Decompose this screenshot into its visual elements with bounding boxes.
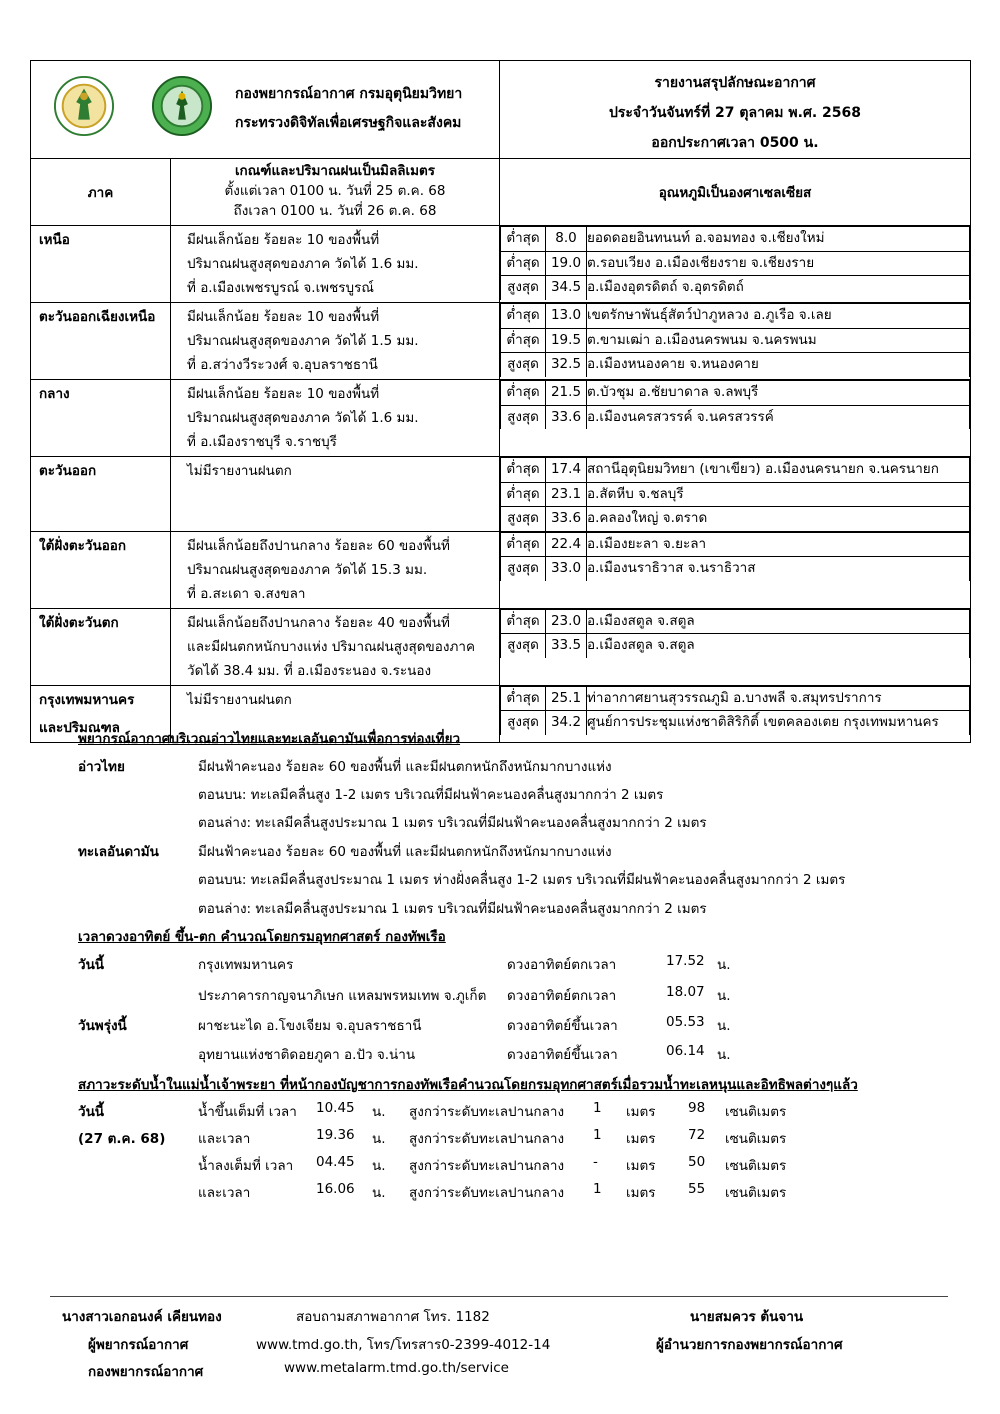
temp-place: อ.เมืองอุตรดิตถ์ จ.อุตรดิตถ์ (587, 276, 970, 300)
rain-line: มีฝนเล็กน้อย ร้อยละ 10 ของพื้นที่ (187, 232, 380, 248)
temp-place: ยอดดอยอินทนนท์ อ.จอมทอง จ.เชียงใหม่ (587, 227, 970, 252)
temp-place: อ.เมืองนราธิวาส จ.นราธิวาส (587, 557, 970, 581)
temp-kind: สูงสุด (501, 634, 546, 658)
ministry-logo-icon (53, 75, 115, 137)
gulf-line-1: มีฝนฟ้าคะนอง ร้อยละ 60 ของพื้นที่ และมีฝนตกหนักถึงหนักมากบางแห่ง (198, 759, 612, 775)
rain-line: ปริมาณฝนสูงสุดของภาค วัดได้ 1.6 มม. (187, 256, 419, 272)
rain-line: มีฝนเล็กน้อย ร้อยละ 10 ของพื้นที่ (187, 309, 380, 325)
sea-title: พยากรณ์อากาศบริเวณอ่าวไทยและทะเลอันดามันเพื่อการท่องเที่ยว (78, 731, 461, 747)
tide-cm: 50 (688, 1154, 706, 1170)
rain-head-from: ตั้งแต่เวลา 0100 น. วันที่ 25 ต.ค. 68 (224, 183, 446, 199)
rain-line: ไม่มีรายงานฝนตก (187, 463, 292, 479)
contact-phone: สอบถามสภาพอากาศ โทร. 1182 (296, 1309, 490, 1325)
tide-meters: 1 (593, 1100, 602, 1116)
region-row (31, 303, 971, 380)
sun-event: ดวงอาทิตย์ตกเวลา (507, 957, 617, 973)
rain-line: ที่ อ.เมืองราชบุรี จ.ราชบุรี (187, 434, 337, 450)
region-name: ตะวันออก (39, 463, 97, 479)
temp-place: ต.ขามเฒ่า อ.เมืองนครพนม จ.นครพนม (587, 328, 970, 353)
temp-value: 34.5 (546, 276, 587, 300)
tide-time: 04.45 (316, 1154, 355, 1170)
rain-line: มีฝนเล็กน้อย ร้อยละ 10 ของพื้นที่ (187, 386, 380, 402)
region-temp-cell (500, 531, 971, 608)
temp-place: ต.รอบเวียง อ.เมืองเชียงราย จ.เชียงราย (587, 251, 970, 276)
tide-time-unit: น. (372, 1131, 386, 1147)
temp-place: สถานีอุตุนิยมวิทยา (เขาเขียว) อ.เมืองนครนายก จ.นครนายก (587, 458, 970, 483)
temp-value: 19.0 (546, 251, 587, 276)
temp-place: อ.เมืองสตูล จ.สตูล (587, 634, 970, 658)
report-time: ออกประกาศเวลา 0500 น. (651, 135, 819, 151)
temp-row (501, 532, 970, 557)
tide-cm: 72 (688, 1127, 706, 1143)
region-temp-cell (500, 303, 971, 380)
temp-row (501, 557, 970, 581)
temp-value: 21.5 (546, 381, 587, 406)
report-header (500, 61, 971, 159)
director-name: นายสมควร ต้นจาน (690, 1309, 804, 1325)
temp-place: อ.เมืองสตูล จ.สตูล (587, 609, 970, 634)
region-rain-cell (171, 380, 500, 457)
gulf-label: อ่าวไทย (78, 759, 125, 775)
temp-row (501, 458, 970, 483)
sun-event: ดวงอาทิตย์ตกเวลา (507, 988, 617, 1004)
temp-value: 33.6 (546, 507, 587, 531)
tide-time-unit: น. (372, 1185, 386, 1201)
tide-meters-unit: เมตร (626, 1131, 656, 1147)
tide-cm-unit: เซนติเมตร (725, 1185, 787, 1201)
temp-subtable (500, 303, 970, 377)
temp-place: ท่าอากาศยานสุวรรณภูมิ อ.บางพลี จ.สมุทรปราการ (587, 686, 970, 711)
temp-kind: ต่ำสุด (501, 251, 546, 276)
sun-place: กรุงเทพมหานคร (198, 957, 294, 973)
region-rain-cell (171, 531, 500, 608)
region-temp-cell (500, 685, 971, 742)
tide-time: 10.45 (316, 1100, 355, 1116)
temp-subtable (500, 457, 970, 531)
temp-kind: ต่ำสุด (501, 381, 546, 406)
andaman-line-2: ตอนบน: ทะเลมีคลื่นสูงประมาณ 1 เมตร ห่างฝั่งคลื่นสูง 1-2 เมตร บริเวณที่มีฝนฟ้าคะนองคลื่นสูงมากกว่า 2 เมตร (198, 872, 846, 888)
rain-line: ปริมาณฝนสูงสุดของภาค วัดได้ 1.5 มม. (187, 333, 419, 349)
temp-row (501, 381, 970, 406)
temp-kind: ต่ำสุด (501, 458, 546, 483)
temp-row (501, 686, 970, 711)
temp-kind: สูงสุด (501, 276, 546, 300)
rain-line: ปริมาณฝนสูงสุดของภาค วัดได้ 15.3 มม. (187, 561, 428, 578)
sun-today-label: วันนี้ (78, 957, 105, 973)
tide-meters-unit: เมตร (626, 1104, 656, 1120)
temp-kind: ต่ำสุด (501, 482, 546, 507)
tide-desc: สูงกว่าระดับทะเลปานกลาง (409, 1158, 565, 1174)
temp-row (501, 276, 970, 300)
temp-place: เขตรักษาพันธุ์สัตว์ป่าภูหลวง อ.ภูเรือ จ.เลย (587, 304, 970, 329)
temp-place: อ.สัตหีบ จ.ชลบุรี (587, 482, 970, 507)
report-date: ประจำวันจันทร์ที่ 27 ตุลาคม พ.ศ. 2568 (609, 105, 861, 121)
tide-time-unit: น. (372, 1158, 386, 1174)
org-line2: กระทรวงดิจิทัลเพื่อเศรษฐกิจและสังคม (235, 115, 462, 131)
temp-value: 32.5 (546, 353, 587, 377)
forecaster-name: นางสาวเอกอนงค์ เคียนทอง (62, 1309, 222, 1325)
tide-meters-unit: เมตร (626, 1185, 656, 1201)
tide-time-unit: น. (372, 1104, 386, 1120)
sun-unit: น. (717, 1018, 731, 1034)
tide-time: 19.36 (316, 1127, 355, 1143)
tide-label: น้ำขึ้นเต็มที่ เวลา (198, 1104, 297, 1120)
temp-kind: สูงสุด (501, 405, 546, 429)
tmd-logo-icon (151, 75, 213, 137)
temp-row (501, 304, 970, 329)
temp-place: ต.บัวชุม อ.ชัยบาดาล จ.ลพบุรี (587, 381, 970, 406)
tide-cm-unit: เซนติเมตร (725, 1131, 787, 1147)
contact-website[interactable]: www.tmd.go.th, โทร/โทรสาร0-2399-4012-14 (256, 1337, 551, 1353)
rain-head-title: เกณฑ์และปริมาณฝนเป็นมิลลิเมตร (234, 163, 436, 179)
temp-subtable (500, 226, 970, 300)
tide-desc: สูงกว่าระดับทะเลปานกลาง (409, 1185, 565, 1201)
contact-service-link[interactable]: www.metalarm.tmd.go.th/service (284, 1360, 509, 1376)
sun-place: ผาชะนะได อ.โขงเจียม จ.อุบลราชธานี (198, 1018, 422, 1034)
temp-row (501, 711, 970, 735)
region-temp-cell (500, 380, 971, 457)
rain-line: มีฝนเล็กน้อยถึงปานกลาง ร้อยละ 40 ของพื้นที่ (187, 614, 450, 631)
sun-time: 06.14 (666, 1043, 705, 1059)
sun-time: 18.07 (666, 984, 705, 1000)
region-temp-cell (500, 457, 971, 532)
temp-value: 33.0 (546, 557, 587, 581)
rain-line: มีฝนเล็กน้อยถึงปานกลาง ร้อยละ 60 ของพื้นที่ (187, 537, 450, 554)
temp-subtable (500, 532, 970, 581)
org-header (31, 61, 500, 159)
region-row (31, 608, 971, 685)
org-line1: กองพยากรณ์อากาศ กรมอุตุนิยมวิทยา (235, 86, 463, 102)
region-rain-cell (171, 457, 500, 532)
rain-head-to: ถึงเวลา 0100 น. วันที่ 26 ต.ค. 68 (233, 203, 437, 219)
region-name: กลาง (39, 386, 70, 402)
tide-desc: สูงกว่าระดับทะเลปานกลาง (409, 1104, 565, 1120)
temp-row (501, 482, 970, 507)
sun-place: ประภาคารกาญจนาภิเษก แหลมพรหมเทพ จ.ภูเก็ต (198, 988, 487, 1004)
region-name-cell (31, 531, 171, 608)
tide-label: และเวลา (198, 1185, 251, 1201)
gulf-line-3: ตอนล่าง: ทะเลมีคลื่นสูงประมาณ 1 เมตร บริเวณที่มีฝนฟ้าคะนองคลื่นสูงมากกว่า 2 เมตร (198, 815, 707, 831)
sun-unit: น. (717, 957, 731, 973)
temp-place: ศูนย์การประชุมแห่งชาติสิริกิติ์ เขตคลองเตย กรุงเทพมหานคร (587, 711, 970, 735)
temp-subtable (500, 609, 970, 658)
temp-value: 23.1 (546, 482, 587, 507)
region-temp-cell (500, 608, 971, 685)
tide-cm-unit: เซนติเมตร (725, 1158, 787, 1174)
director-role: ผู้อำนวยการกองพยากรณ์อากาศ (656, 1337, 843, 1353)
tide-meters-unit: เมตร (626, 1158, 656, 1174)
rain-line: ปริมาณฝนสูงสุดของภาค วัดได้ 1.6 มม. (187, 410, 419, 426)
tide-date: (27 ต.ค. 68) (78, 1131, 166, 1147)
temp-row (501, 353, 970, 377)
rain-line: ที่ อ.เมืองเพชรบูรณ์ จ.เพชรบูรณ์ (187, 280, 374, 296)
temp-row (501, 507, 970, 531)
temp-kind: ต่ำสุด (501, 686, 546, 711)
temp-kind: สูงสุด (501, 507, 546, 531)
sun-unit: น. (717, 1047, 731, 1063)
tide-label: น้ำลงเต็มที่ เวลา (198, 1158, 294, 1174)
sun-title: เวลาดวงอาทิตย์ ขึ้น-ตก คำนวณโดยกรมอุทกศาสตร์ กองทัพเรือ (78, 929, 446, 945)
sun-tomorrow-label: วันพรุ่งนี้ (78, 1018, 127, 1034)
region-name: ใต้ฝั่งตะวันตก (39, 614, 119, 631)
temp-value: 33.5 (546, 634, 587, 658)
region-name-cell (31, 457, 171, 532)
sun-time: 05.53 (666, 1014, 705, 1030)
sun-event: ดวงอาทิตย์ขึ้นเวลา (507, 1047, 618, 1063)
temp-value: 23.0 (546, 609, 587, 634)
region-name-cell (31, 226, 171, 303)
region-row (31, 226, 971, 303)
weather-report-table (30, 60, 971, 743)
temp-value: 17.4 (546, 458, 587, 483)
tide-day: วันนี้ (78, 1104, 105, 1120)
col-head-temp: อุณหภูมิเป็นองศาเซลเซียส (500, 159, 971, 226)
region-name: เหนือ (39, 232, 70, 248)
report-title: รายงานสรุปลักษณะอากาศ (654, 75, 816, 91)
region-row (31, 457, 971, 532)
tide-title: สภาวะระดับน้ำในแม่น้ำเจ้าพระยา ที่หน้ากองบัญชาการกองทัพเรือคำนวณโดยกรมอุทกศาสตร์เมื่อรวมน้ำทะเลหนุนและอิทธิพลต่างๆแล้ว (78, 1077, 858, 1093)
temp-place: อ.เมืองนครสวรรค์ จ.นครสวรรค์ (587, 405, 970, 429)
region-name: กรุงเทพมหานคร (39, 691, 135, 708)
temp-row (501, 227, 970, 252)
gulf-line-2: ตอนบน: ทะเลมีคลื่นสูง 1-2 เมตร บริเวณที่มีฝนฟ้าคะนองคลื่นสูงมากกว่า 2 เมตร (198, 787, 664, 803)
rain-line: วัดได้ 38.4 มม. ที่ อ.เมืองระนอง จ.ระนอง (187, 662, 432, 679)
sun-unit: น. (717, 988, 731, 1004)
region-rows (31, 226, 971, 743)
tide-meters: - (593, 1154, 598, 1170)
sun-place: อุทยานแห่งชาติดอยภูคา อ.ปัว จ.น่าน (198, 1047, 416, 1063)
tide-cm: 55 (688, 1181, 706, 1197)
region-name-line2: และปริมณฑล (39, 719, 120, 736)
forecaster-unit: กองพยากรณ์อากาศ (88, 1364, 204, 1380)
temp-value: 25.1 (546, 686, 587, 711)
rain-line: ไม่มีรายงานฝนตก (187, 691, 292, 708)
col-head-rain (171, 159, 500, 226)
tide-desc: สูงกว่าระดับทะเลปานกลาง (409, 1131, 565, 1147)
temp-place: อ.คลองใหญ่ จ.ตราด (587, 507, 970, 531)
temp-value: 22.4 (546, 532, 587, 557)
temp-subtable (500, 686, 970, 735)
forecaster-role: ผู้พยากรณ์อากาศ (88, 1337, 189, 1353)
region-rain-cell (171, 226, 500, 303)
temp-kind: สูงสุด (501, 557, 546, 581)
temp-value: 33.6 (546, 405, 587, 429)
andaman-line-3: ตอนล่าง: ทะเลมีคลื่นสูงประมาณ 1 เมตร บริเวณที่มีฝนฟ้าคะนองคลื่นสูงมากกว่า 2 เมตร (198, 901, 707, 917)
temp-kind: ต่ำสุด (501, 328, 546, 353)
andaman-label: ทะเลอันดามัน (78, 844, 159, 860)
temp-subtable (500, 380, 970, 429)
tide-time: 16.06 (316, 1181, 355, 1197)
andaman-line-1: มีฝนฟ้าคะนอง ร้อยละ 60 ของพื้นที่ และมีฝนตกหนักถึงหนักมากบางแห่ง (198, 844, 612, 860)
rain-line: ที่ อ.สว่างวีระวงศ์ จ.อุบลราชธานี (187, 357, 378, 373)
temp-row (501, 405, 970, 429)
rain-line: และมีฝนตกหนักบางแห่ง ปริมาณฝนสูงสุดของภาค (187, 638, 475, 655)
region-name: ใต้ฝั่งตะวันออก (39, 537, 127, 554)
sun-time: 17.52 (666, 953, 705, 969)
temp-kind: สูงสุด (501, 353, 546, 377)
temp-value: 34.2 (546, 711, 587, 735)
region-name-cell (31, 380, 171, 457)
tide-meters: 1 (593, 1127, 602, 1143)
tide-cm-unit: เซนติเมตร (725, 1104, 787, 1120)
temp-value: 8.0 (546, 227, 587, 252)
tide-label: และเวลา (198, 1131, 251, 1147)
temp-row (501, 251, 970, 276)
temp-place: อ.เมืองยะลา จ.ยะลา (587, 532, 970, 557)
region-name-cell (31, 608, 171, 685)
region-name-cell (31, 303, 171, 380)
tide-cm: 98 (688, 1100, 706, 1116)
temp-kind: ต่ำสุด (501, 304, 546, 329)
temp-row (501, 328, 970, 353)
sun-event: ดวงอาทิตย์ขึ้นเวลา (507, 1018, 618, 1034)
tide-meters: 1 (593, 1181, 602, 1197)
region-row (31, 380, 971, 457)
temp-kind: ต่ำสุด (501, 609, 546, 634)
rain-line: ที่ อ.สะเดา จ.สงขลา (187, 585, 306, 602)
region-row (31, 531, 971, 608)
temp-row (501, 634, 970, 658)
footer-divider (50, 1296, 948, 1297)
col-head-region: ภาค (31, 159, 171, 226)
temp-kind: สูงสุด (501, 711, 546, 735)
region-name: ตะวันออกเฉียงเหนือ (39, 309, 156, 325)
temp-place: อ.เมืองหนองคาย จ.หนองคาย (587, 353, 970, 377)
temp-value: 19.5 (546, 328, 587, 353)
region-rain-cell (171, 608, 500, 685)
temp-row (501, 609, 970, 634)
temp-value: 13.0 (546, 304, 587, 329)
region-rain-cell (171, 303, 500, 380)
temp-kind: ต่ำสุด (501, 227, 546, 252)
temp-kind: ต่ำสุด (501, 532, 546, 557)
region-temp-cell (500, 226, 971, 303)
